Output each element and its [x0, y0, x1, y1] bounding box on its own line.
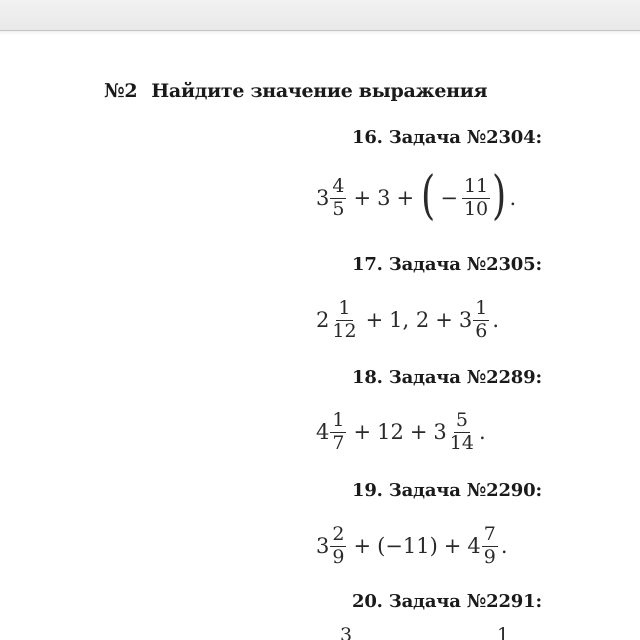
fraction — [482, 522, 498, 568]
mixed-whole: 3 — [433, 420, 447, 444]
denominator: 5 — [332, 197, 345, 220]
fraction — [462, 174, 490, 220]
plus-sign: + — [353, 534, 372, 558]
fraction — [330, 408, 346, 454]
numerator: 2 — [332, 522, 345, 545]
numerator: 1 — [332, 408, 345, 431]
partial-numerator-right: 1 — [497, 624, 510, 640]
fraction — [473, 296, 489, 342]
denominator: 6 — [475, 319, 488, 342]
denominator: 9 — [332, 545, 345, 568]
task-title-17: 17. Задача №2305: — [352, 254, 542, 275]
task-title-18: 18. Задача №2289: — [352, 367, 542, 388]
task-expression-19 — [316, 514, 508, 578]
period: . — [500, 534, 508, 558]
minus-sign: − — [440, 186, 458, 210]
right-paren: ) — [492, 166, 507, 226]
plus-sign: + — [435, 308, 453, 332]
numerator: 5 — [455, 408, 468, 431]
mixed-whole: 3 — [316, 186, 330, 210]
plus-sign: + — [443, 534, 462, 558]
plus-sign: + — [353, 420, 372, 444]
numerator: 1 — [338, 296, 351, 319]
term: 3 — [377, 186, 391, 210]
period: . — [478, 420, 486, 444]
term: (−11) — [377, 534, 438, 558]
term: 1, 2 — [389, 308, 430, 332]
task-expression-18 — [316, 400, 486, 464]
partial-numerator-left: 3 — [340, 624, 353, 640]
task-title-20: 20. Задача №2291: — [352, 591, 542, 612]
numerator: 1 — [475, 296, 488, 319]
term: 12 — [377, 420, 404, 444]
plus-sign: + — [365, 308, 384, 332]
mixed-whole: 2 — [316, 308, 330, 332]
task-title-16: 16. Задача №2304: — [352, 127, 542, 148]
task-title-19: 19. Задача №2290: — [352, 480, 542, 501]
denominator: 14 — [449, 431, 474, 454]
denominator: 9 — [483, 545, 496, 568]
denominator: 12 — [332, 319, 357, 342]
task-expression-16 — [316, 166, 516, 230]
numerator: 7 — [483, 522, 496, 545]
exercise-instruction: Найдите значение выражения — [151, 80, 488, 102]
denominator: 10 — [463, 197, 489, 220]
left-paren: ( — [421, 166, 436, 226]
numerator: 11 — [463, 174, 489, 197]
top-bar-shadow — [0, 31, 640, 35]
task-expression-17 — [316, 288, 499, 352]
window-top-bar — [0, 0, 640, 31]
denominator: 7 — [332, 431, 345, 454]
fraction — [330, 174, 346, 220]
period: . — [492, 308, 500, 332]
numerator: 4 — [332, 174, 345, 197]
exercise-heading — [104, 80, 487, 102]
mixed-whole: 4 — [467, 534, 481, 558]
mixed-whole: 3 — [316, 534, 330, 558]
mixed-whole: 4 — [316, 420, 330, 444]
fraction — [330, 296, 358, 342]
period: . — [509, 186, 517, 210]
plus-sign: + — [409, 420, 428, 444]
plus-sign: + — [396, 186, 415, 210]
exercise-number: №2 — [104, 80, 138, 102]
fraction — [330, 522, 346, 568]
mixed-whole: 3 — [458, 308, 473, 332]
plus-sign: + — [353, 186, 372, 210]
fraction — [448, 408, 476, 454]
